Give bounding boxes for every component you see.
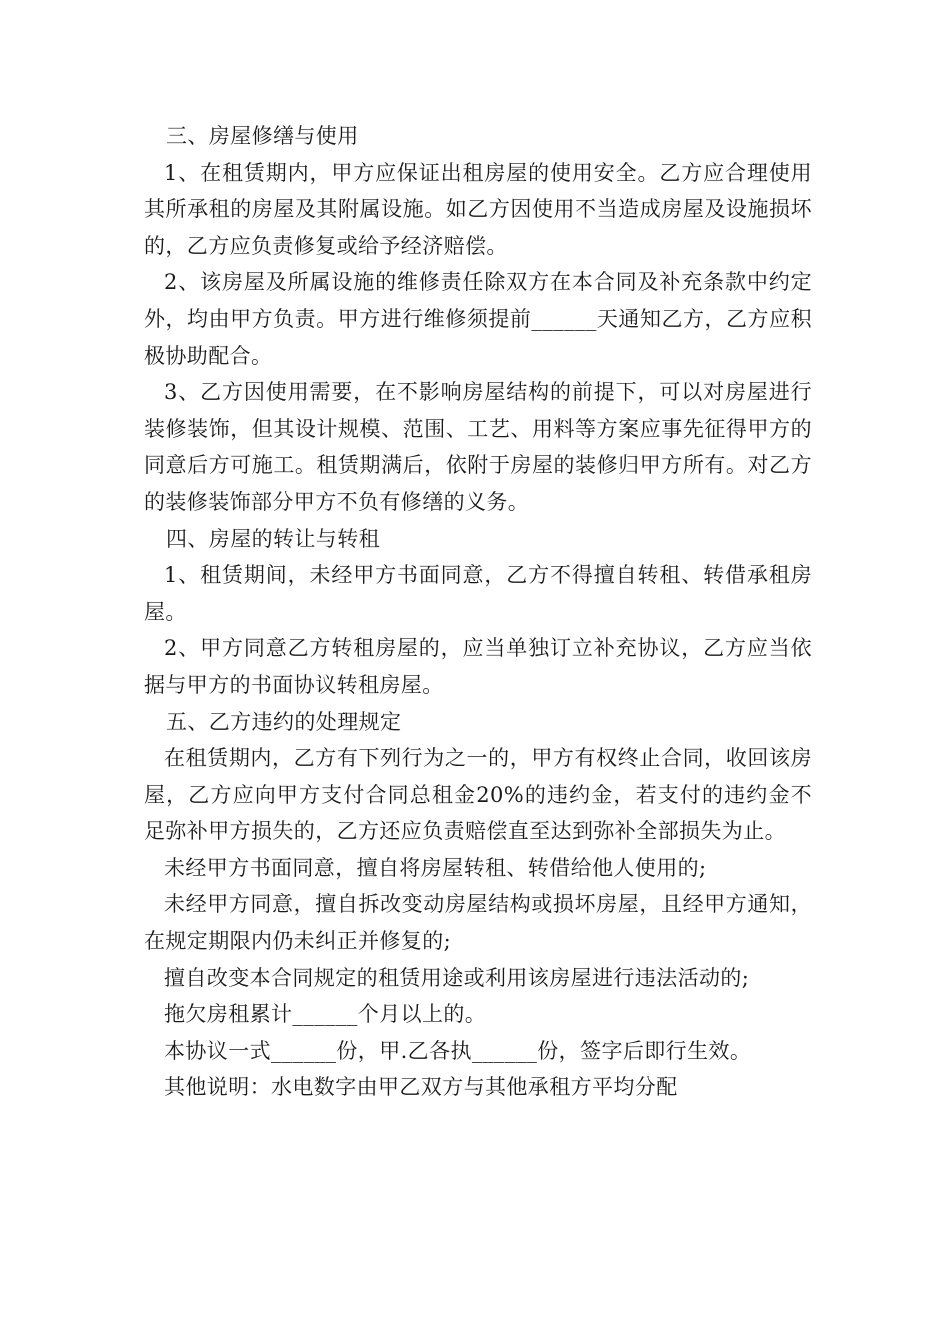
document-body	[144, 118, 812, 1106]
clause-copies: 本协议一式______份，甲.乙各执______份，签字后即行生效。	[164, 1038, 752, 1063]
clause-repair-3: 3、乙方因使用需要，在不影响房屋结构的前提下，可以对房屋进行装修装饰，但其设计规模、范围、工艺、用料等方案应事先征得甲方的同意后方可施工。租赁期满后，依附于房屋的装修归甲方所有。对乙方的装修装饰部分甲方不负有修缮的义务。	[144, 380, 812, 514]
clause-repair-2: 2、该房屋及所属设施的维修责任除双方在本合同及补充条款中约定外，均由甲方负责。甲方进行维修须提前______天通知乙方，乙方应积极协助配合。	[144, 270, 812, 368]
clause-breach-intro: 在租赁期内，乙方有下列行为之一的，甲方有权终止合同，收回该房屋，乙方应向甲方支付合同总租金20%的违约金，若支付的违约金不足弥补甲方损失的，乙方还应负责赔偿直至达到弥补全部损失为止。	[144, 746, 812, 844]
clause-breach-item-2: 未经甲方同意，擅自拆改变动房屋结构或损坏房屋，且经甲方通知，在规定期限内仍未纠正并修复的;	[144, 892, 812, 954]
clause-transfer-1: 1、租赁期间，未经甲方书面同意，乙方不得擅自转租、转借承租房屋。	[144, 563, 812, 624]
clause-breach-item-3: 擅自改变本合同规定的租赁用途或利用该房屋进行违法活动的;	[164, 965, 750, 990]
section-heading-breach: 五、乙方违约的处理规定	[166, 709, 402, 734]
section-heading-transfer: 四、房屋的转让与转租	[166, 526, 380, 551]
clause-transfer-2: 2、甲方同意乙方转租房屋的，应当单独订立补充协议，乙方应当依据与甲方的书面协议转租房屋。	[144, 636, 812, 697]
clause-other-notes: 其他说明：水电数字由甲乙双方与其他承租方平均分配	[164, 1075, 678, 1100]
section-heading-repair: 三、房屋修缮与使用	[166, 124, 359, 148]
clause-breach-item-4: 拖欠房租累计______个月以上的。	[164, 1002, 487, 1027]
clause-breach-item-1: 未经甲方书面同意，擅自将房屋转租、转借给他人使用的;	[164, 855, 707, 880]
clause-repair-1: 1、在租赁期内，甲方应保证出租房屋的使用安全。乙方应合理使用其所承租的房屋及其附属设施。如乙方因使用不当造成房屋及设施损坏的，乙方应负责修复或给予经济赔偿。	[144, 160, 812, 258]
